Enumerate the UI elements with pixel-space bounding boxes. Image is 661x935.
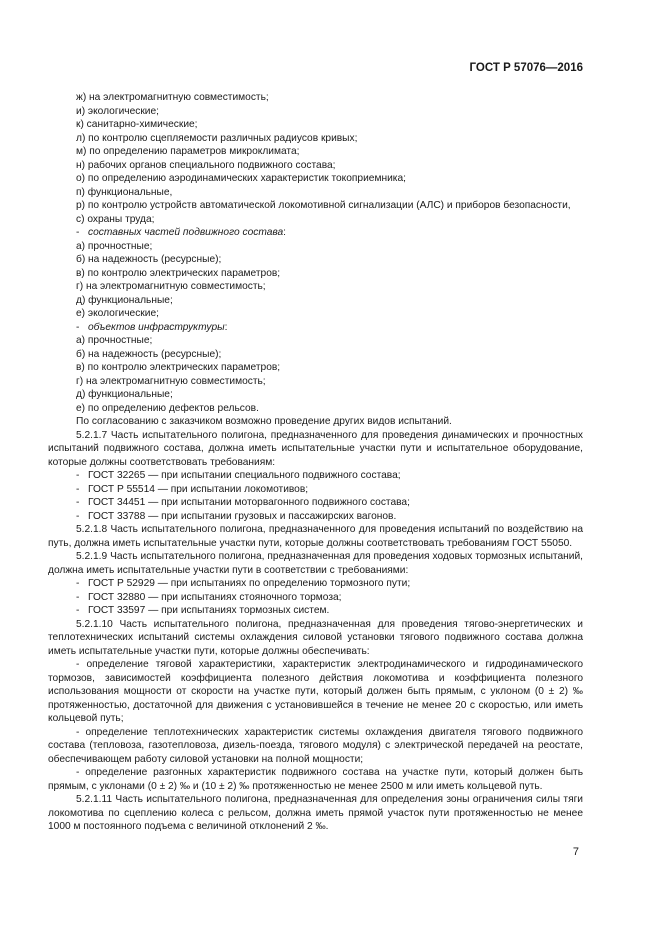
list-item: - ГОСТ Р 55514 — при испытании локомотивов;	[76, 483, 309, 495]
list-item: к) санитарно-химические;	[76, 119, 198, 130]
list-item: д) функциональные;	[76, 389, 173, 400]
list-item: а) прочностные;	[76, 335, 153, 346]
document-code: ГОСТ Р 57076—2016	[469, 62, 583, 74]
list-item: с) охраны труда;	[76, 213, 155, 225]
clause-5-2-1-7: 5.2.1.7 Часть испытательного полигона, предназначенного для проведения динамических и прочностных испытаний подвижного состава, должна иметь испытательные участки пути и испытательное оборудование, которые должны соответствовать требованиям:	[48, 429, 583, 468]
list-item: - ГОСТ 32880 — при испытаниях стояночного тормоза;	[76, 591, 342, 603]
group-heading-components: - составных частей подвижного состава:	[76, 227, 286, 238]
list-item: г) на электромагнитную совместимость;	[76, 375, 266, 387]
list-item: р) по контролю устройств автоматической локомотивной сигнализации (АЛС) и приборов безопасности,	[76, 200, 571, 211]
list-item: д) функциональные;	[76, 294, 173, 306]
list-item: - ГОСТ 33788 — при испытании грузовых и пассажирских вагонов.	[76, 510, 397, 522]
list-item: н) рабочих органов специального подвижного состава;	[76, 159, 336, 171]
list-item: е) по определению дефектов рельсов.	[76, 402, 259, 414]
list-item: - ГОСТ 34451 — при испытании моторвагонного подвижного состава;	[76, 497, 410, 508]
clause-5-2-1-10: 5.2.1.10 Часть испытательного полигона, предназначенная для проведения тягово-энергетических и теплотехнических испытаний системы охлаждения силовой установки тягового подвижного состава должна иметь испытательные участки пути, которые должны обеспечивать:	[48, 618, 583, 657]
paragraph-agreement: По согласованию с заказчиком возможно проведение других видов испытаний.	[76, 416, 452, 427]
list-item: б) на надежность (ресурсные);	[76, 348, 222, 360]
list-item: б) на надежность (ресурсные);	[76, 254, 222, 265]
list-item: - определение разгонных характеристик подвижного состава на участке пути, который должен быть прямым, с уклонами (0 ± 2) ‰ и (10 ± 2) ‰ протяженностью не менее 2500 м или иметь кольцевой путь.	[48, 767, 583, 792]
list-item: в) по контролю электрических параметров;	[76, 362, 281, 373]
group-heading-infrastructure: - объектов инфраструктуры:	[76, 321, 228, 333]
list-item: е) экологические;	[76, 308, 159, 319]
list-item: - ГОСТ 33597 — при испытаниях тормозных систем.	[76, 605, 330, 616]
list-item: и) экологические;	[76, 105, 159, 117]
list-item: л) по контролю сцепляемости различных радиусов кривых;	[76, 132, 358, 144]
list-item: - ГОСТ Р 52929 — при испытаниях по определению тормозного пути;	[76, 578, 411, 589]
list-item: м) по определению параметров микроклимата;	[76, 146, 300, 157]
clause-5-2-1-11: 5.2.1.11 Часть испытательного полигона, предназначенная для определения зоны ограничения силы тяги локомотива по сцеплению колеса с рельсом, должна иметь прямой участок пути протяженностью не менее 1000 м постоянного подъема с величиной отклонений 2 ‰.	[48, 794, 583, 832]
list-item: г) на электромагнитную совместимость;	[76, 281, 266, 292]
list-item: в) по контролю электрических параметров;	[76, 267, 281, 279]
list-item: - ГОСТ 32265 — при испытании специального подвижного состава;	[76, 470, 401, 481]
list-item: п) функциональные,	[76, 186, 173, 198]
list-item: а) прочностные;	[76, 240, 153, 252]
list-item: - определение тяговой характеристики, характеристик электродинамического и гидродинамического тормозов, зависимостей коэффициента полезного действия локомотива и коэффициента полезного использования мощности от скорости на участке пути, который должен быть прямым, с уклоном (0 ± 2) ‰ протяженностью, достаточной для движения с установившейся в течение не менее 20 с скоростью, или иметь кольцевой путь;	[48, 659, 583, 724]
list-item: о) по определению аэродинамических характеристик токоприемника;	[76, 173, 406, 184]
list-item: - определение теплотехнических характеристик системы охлаждения двигателя тягового подвижного состава (тепловоза, газотепловоза, дизель-поезда, тягового модуля) с электрической передачей на реостате, обеспечивающем работу силовой установки на полной мощности;	[48, 726, 583, 765]
page-number: 7	[572, 846, 579, 858]
clause-5-2-1-9: 5.2.1.9 Часть испытательного полигона, предназначенная для проведения ходовых тормозных испытаний, должна иметь испытательные участки пути в соответствии с требованиями:	[48, 551, 583, 576]
document-body	[48, 91, 583, 834]
clause-5-2-1-8: 5.2.1.8 Часть испытательного полигона, предназначенного для проведения испытаний по воздействию на путь, должна иметь испытательные участки пути, которые должны соответствовать требованиям ГОСТ 55050.	[48, 524, 583, 549]
list-item: ж) на электромагнитную совместимость;	[76, 92, 269, 103]
